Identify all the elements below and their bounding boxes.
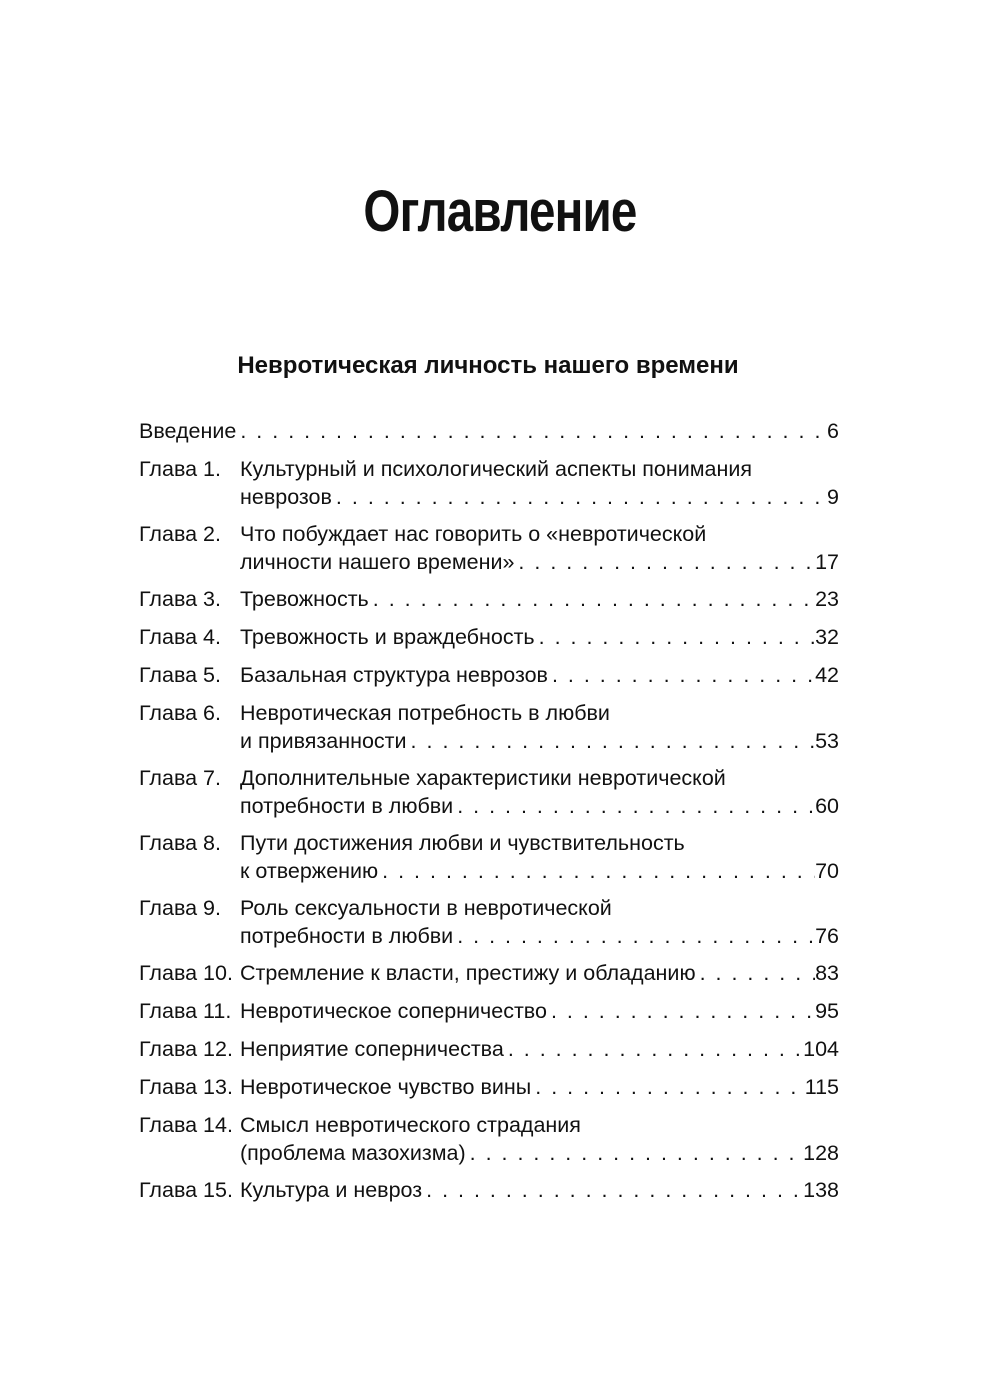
chapter-label: Глава 9. (139, 896, 221, 920)
chapter-title-last-line (240, 585, 839, 613)
chapter-title-last-line (240, 959, 839, 987)
leader-dots (504, 1035, 803, 1063)
chapter-title (240, 1073, 839, 1101)
chapter-title (240, 699, 839, 755)
chapter-label: Глава 1. (139, 457, 221, 481)
chapter-label: Глава 6. (139, 701, 221, 725)
page-number: 70 (815, 859, 839, 883)
chapter-title-text: Базальная структура неврозов (240, 663, 548, 687)
chapter-title (240, 959, 839, 987)
chapter-title-line: Дополнительные характеристики невротической (240, 766, 726, 790)
chapter-label: Глава 5. (139, 663, 221, 687)
chapter-title-last-line (240, 1139, 839, 1167)
page-number: 83 (815, 961, 839, 985)
chapter-title-line: Невротическая потребность в любви (240, 701, 610, 725)
table-of-contents (139, 417, 839, 1214)
page-number: 115 (804, 1075, 839, 1099)
chapter-title (240, 661, 839, 689)
chapter-title-line: Роль сексуальности в невротической (240, 896, 612, 920)
toc-entry (139, 417, 839, 455)
chapter-title (240, 997, 839, 1025)
chapter-title-last-line (139, 417, 839, 445)
leader-dots (514, 548, 815, 576)
chapter-title-text: Невротическое чувство вины (240, 1075, 532, 1099)
chapter-title-text: неврозов (240, 485, 332, 509)
chapter-title-line: Культурный и психологический аспекты понимания (240, 457, 752, 481)
leader-dots (696, 959, 816, 987)
chapter-title-line: Что побуждает нас говорить о «невротической (240, 522, 707, 546)
chapter-title (240, 829, 839, 885)
leader-dots (369, 585, 815, 613)
leader-dots (332, 483, 827, 511)
page-number: 104 (803, 1037, 839, 1061)
page-number: 32 (815, 625, 839, 649)
toc-entry (139, 997, 839, 1035)
leader-dots (531, 1073, 804, 1101)
chapter-title-text: Введение (139, 419, 237, 443)
chapter-title-text: к отвержению (240, 859, 379, 883)
chapter-title-text: Культура и невроз (240, 1178, 423, 1202)
chapter-title-last-line (240, 483, 839, 511)
leader-dots (236, 417, 827, 445)
chapter-title (240, 455, 839, 511)
page-number: 42 (815, 663, 839, 687)
chapter-title-text: потребности в любви (240, 794, 454, 818)
leader-dots (453, 922, 815, 950)
chapter-label: Глава 14. (139, 1113, 233, 1137)
chapter-title-text: Тревожность (240, 587, 369, 611)
page-number: 128 (803, 1141, 839, 1165)
chapter-title-last-line (240, 548, 839, 576)
chapter-label: Глава 10. (139, 961, 233, 985)
chapter-title (240, 764, 839, 820)
page-number: 60 (815, 794, 839, 818)
chapter-title-text: потребности в любви (240, 924, 454, 948)
leader-dots (466, 1139, 804, 1167)
page-number: 53 (815, 729, 839, 753)
toc-entry (139, 585, 839, 623)
page-number: 76 (815, 924, 839, 948)
toc-entry (139, 661, 839, 699)
chapter-title-text: (проблема мазохизма) (240, 1141, 466, 1165)
chapter-label: Глава 13. (139, 1075, 233, 1099)
chapter-title-text: Стремление к власти, престижу и обладанию (240, 961, 696, 985)
chapter-title-last-line (240, 1176, 839, 1204)
chapter-label: Глава 12. (139, 1037, 233, 1061)
leader-dots (453, 792, 815, 820)
toc-entry (139, 829, 839, 894)
toc-entry (139, 520, 839, 585)
chapter-label: Глава 4. (139, 625, 221, 649)
page-title: Оглавление (363, 179, 637, 244)
chapter-label: Глава 3. (139, 587, 221, 611)
chapter-title (240, 1035, 839, 1063)
toc-entry (139, 623, 839, 661)
toc-entry (139, 1111, 839, 1176)
toc-entry (139, 455, 839, 520)
leader-dots (407, 727, 816, 755)
toc-entry (139, 894, 839, 959)
chapter-title-text: Неприятие соперничества (240, 1037, 504, 1061)
chapter-title-text: личности нашего времени» (240, 550, 515, 574)
toc-entry (139, 699, 839, 764)
page-number: 138 (803, 1178, 839, 1202)
chapter-title-last-line (240, 727, 839, 755)
chapter-title-line: Пути достижения любви и чувствительность (240, 831, 685, 855)
chapter-title (240, 623, 839, 651)
chapter-title-text: Тревожность и враждебность (240, 625, 535, 649)
chapter-title-text: и привязанности (240, 729, 407, 753)
chapter-title (139, 417, 839, 445)
toc-entry (139, 1035, 839, 1073)
leader-dots (548, 661, 815, 689)
chapter-title-text: Невротическое соперничество (240, 999, 547, 1023)
chapter-label: Глава 2. (139, 522, 221, 546)
chapter-title-line: Смысл невротического страдания (240, 1113, 581, 1137)
chapter-title-last-line (240, 1035, 839, 1063)
leader-dots (378, 857, 815, 885)
toc-entry (139, 1073, 839, 1111)
chapter-title-last-line (240, 997, 839, 1025)
page-number: 6 (827, 419, 839, 443)
leader-dots (547, 997, 815, 1025)
chapter-label: Глава 7. (139, 766, 221, 790)
chapter-label: Глава 11. (139, 999, 232, 1023)
toc-entry (139, 764, 839, 829)
page-number: 17 (815, 550, 839, 574)
chapter-title-last-line (240, 792, 839, 820)
chapter-title-last-line (240, 623, 839, 651)
section-title: Невротическая личность нашего времени (237, 352, 739, 379)
chapter-title (240, 1176, 839, 1204)
chapter-title-last-line (240, 922, 839, 950)
chapter-title-last-line (240, 857, 839, 885)
leader-dots (422, 1176, 803, 1204)
page-number: 95 (815, 999, 839, 1023)
chapter-title (240, 1111, 839, 1167)
toc-entry (139, 959, 839, 997)
chapter-title (240, 894, 839, 950)
page-number: 23 (815, 587, 839, 611)
leader-dots (535, 623, 815, 651)
chapter-title (240, 520, 839, 576)
chapter-title-last-line (240, 1073, 839, 1101)
page-number: 9 (827, 485, 839, 509)
chapter-label: Глава 8. (139, 831, 221, 855)
chapter-label: Глава 15. (139, 1178, 233, 1202)
chapter-title-last-line (240, 661, 839, 689)
toc-entry (139, 1176, 839, 1214)
chapter-title (240, 585, 839, 613)
